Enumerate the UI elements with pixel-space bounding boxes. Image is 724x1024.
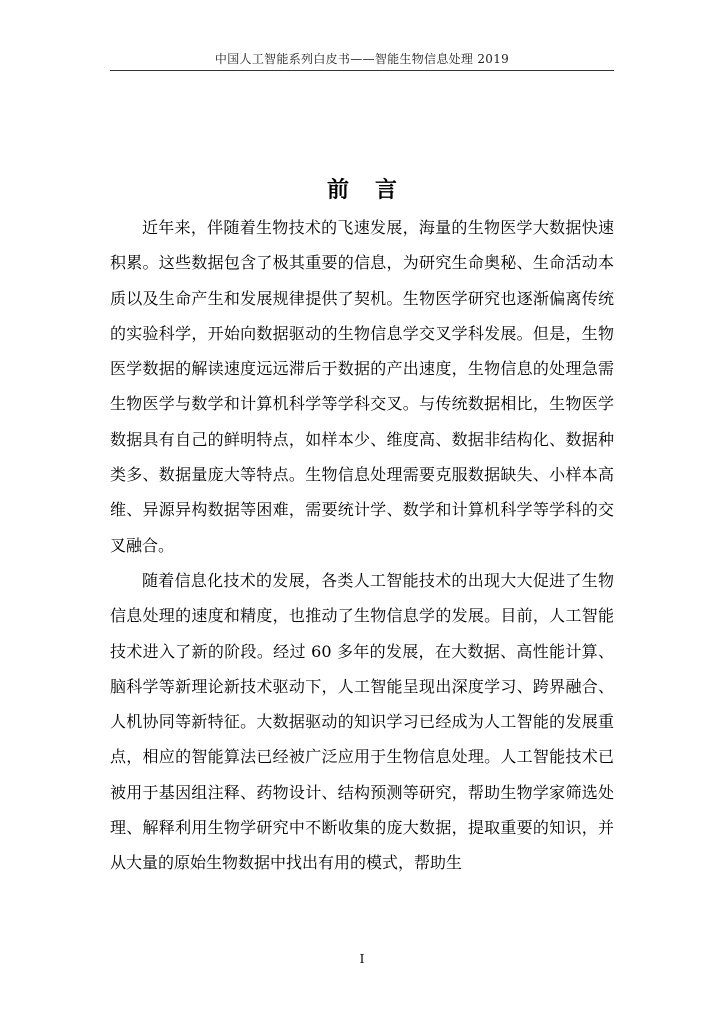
header-rule: [110, 70, 614, 71]
running-header: 中国人工智能系列白皮书——智能生物信息处理 2019: [214, 52, 510, 66]
paragraph-1: 近年来，伴随着生物技术的飞速发展，海量的生物医学大数据快速积累。这些数据包含了极其重要的信息，为研究生命奥秘、生命活动本质以及生命产生和发展规律提供了契机。生物医学研究也逐渐偏离传统的实验科学，开始向数据驱动的生物信息学交叉学科发展。但是，生物医学数据的解读速度远远滞后于数据的产出速度，生物信息的处理急需生物医学与数学和计算机科学等学科交叉。与传统数据相比，生物医学数据具有自己的鲜明特点，如样本少、维度高、数据非结构化、数据种类多、数据量庞大等特点。生物信息处理需要克服数据缺失、小样本高维、异源异构数据等困难，需要统计学、数学和计算机科学等学科的交叉融合。: [110, 218, 614, 555]
page-number: I: [359, 952, 365, 966]
page-title: 前言: [326, 176, 423, 203]
paragraph-2: 随着信息化技术的发展，各类人工智能技术的出现大大促进了生物信息处理的速度和精度，也推动了生物信息学的发展。目前，人工智能技术进入了新的阶段。经过 60 多年的发展，在大数据、高性能计算、脑科学等新理论新技术驱动下，人工智能呈现出深度学习、跨界融合、人机协同等新特征。大数据驱动的知识学习已经成为人工智能的发展重点，相应的智能算法已经被广泛应用于生物信息处理。人工智能技术已被用于基因组注释、药物设计、结构预测等研究，帮助生物学家筛选处理、解释利用生物学研究中不断收集的庞大数据，提取重要的知识，并从大量的原始生物数据中找出有用的模式，帮助生: [110, 570, 614, 873]
body-text: [110, 210, 614, 881]
